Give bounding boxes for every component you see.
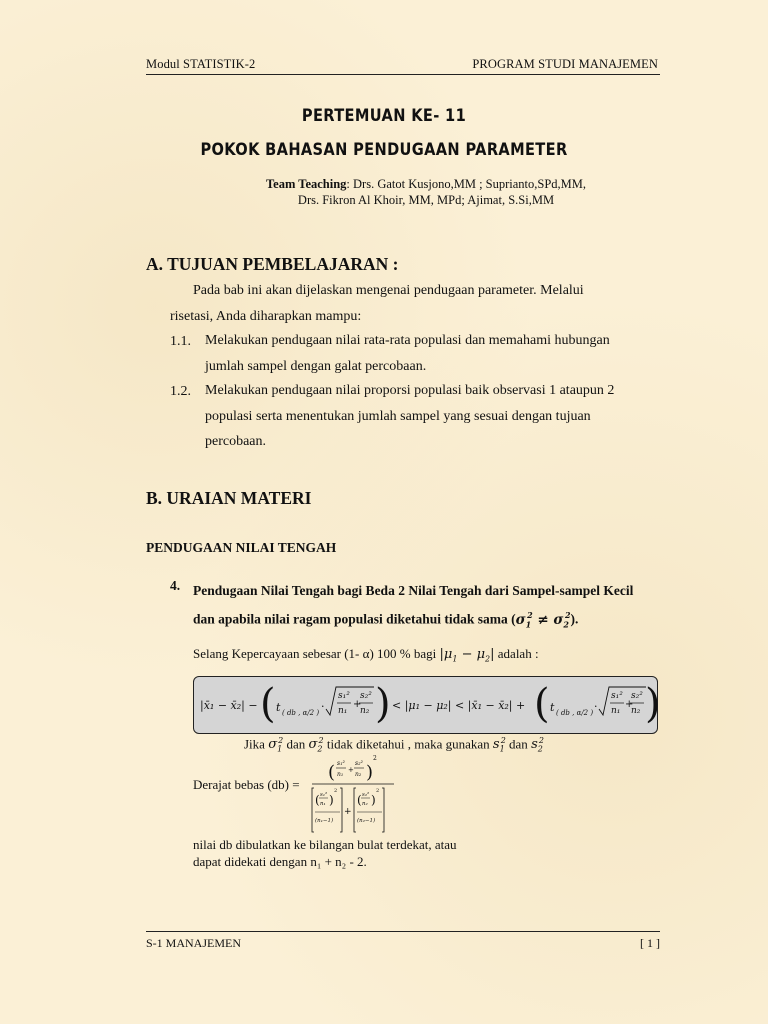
confidence-interval-formula-box xyxy=(193,676,661,734)
team-line1: : Drs. Gatot Kusjono,MM ; Suprianto,SPd,MM, xyxy=(346,177,587,191)
svg-text:2: 2 xyxy=(373,755,377,762)
svg-text:+: + xyxy=(348,766,354,774)
sigma2-squared: $\sigma_2^2$ xyxy=(308,736,324,754)
svg-text:): ) xyxy=(375,681,391,727)
svg-text:): ) xyxy=(371,793,376,807)
svg-text:n₁: n₁ xyxy=(338,706,348,716)
svg-text:2: 2 xyxy=(376,788,380,794)
db-formula xyxy=(310,752,400,836)
footer-rule xyxy=(146,931,660,932)
team-label: Team Teaching xyxy=(265,177,347,191)
confidence-suffix: adalah : xyxy=(497,646,539,661)
svg-text:s₁²: s₁² xyxy=(338,691,350,701)
section-a-heading: A. TUJUAN PEMBELAJARAN : xyxy=(146,254,399,274)
svg-text:( db , α/2 ): ( db , α/2 ) xyxy=(556,709,594,717)
svg-text:n₁: n₁ xyxy=(337,771,344,778)
svg-text:(: ( xyxy=(328,762,336,783)
item-2-line3: percobaan. xyxy=(205,434,267,449)
db-note-line2: dapat didekati dengan n₁ + n₂ - 2. xyxy=(193,854,367,869)
section-b-heading: B. URAIAN MATERI xyxy=(146,488,312,508)
mu-difference: $|\mu_1 - \mu_2|$ xyxy=(439,647,495,664)
item-1-text xyxy=(205,328,659,379)
svg-text:s₂²: s₂² xyxy=(631,691,643,701)
svg-text:s₁²: s₁² xyxy=(611,691,623,701)
db-note-line1: nilai db dibulatkan ke bilangan bulat terdekat, atau xyxy=(193,837,457,852)
svg-text:(n₁−1): (n₁−1) xyxy=(315,818,334,824)
footer-page-number: [ 1 ] xyxy=(640,936,660,950)
svg-text:s₂²: s₂² xyxy=(360,691,372,701)
svg-text:n₁: n₁ xyxy=(320,801,326,807)
svg-text:s₂²: s₂² xyxy=(362,792,370,798)
svg-text:·: · xyxy=(321,700,325,713)
point-4-text: Pendugaan Nilai Tengah bagi Beda 2 Nilai Tengah dari Sampel-sampel Kecil dan apabila nilai ragam populasi diketahui tidak sama $(\sigma_1^2 \ne \sigma_2^2)$. xyxy=(193,578,663,637)
svg-text:n₂: n₂ xyxy=(631,706,641,716)
footer-program: S-1 MANAJEMEN xyxy=(146,936,242,950)
team-teaching xyxy=(146,176,706,208)
svg-text:+: + xyxy=(344,807,352,817)
confidence-text xyxy=(193,646,663,664)
svg-text:(: ( xyxy=(315,793,320,807)
svg-text:+: + xyxy=(353,699,362,710)
svg-text:(n₂−1): (n₂−1) xyxy=(357,818,376,824)
section-a-intro-2: risetasi, Anda diharapkan mampu: xyxy=(170,309,362,324)
svg-text:s₂²: s₂² xyxy=(355,760,363,767)
header-program: PROGRAM STUDI MANAJEMEN xyxy=(472,57,658,71)
item-2-line1: Melakukan pendugaan nilai proporsi populasi baik observasi 1 ataupun 2 xyxy=(205,383,615,398)
svg-text:t: t xyxy=(276,701,281,714)
s1-squared: $s_1^2$ xyxy=(492,736,506,754)
svg-text:(: ( xyxy=(357,793,362,807)
jika-dan: dan xyxy=(286,736,306,752)
svg-text:n₂: n₂ xyxy=(362,801,368,807)
point-4-number: 4. xyxy=(170,578,181,593)
jika-dan-2: dan xyxy=(509,736,528,752)
svg-text:(: ( xyxy=(260,681,276,727)
svg-text:< |μ₁ − μ₂| < |x̄₁ − x̄₂| +: < |μ₁ − μ₂| < |x̄₁ − x̄₂| + xyxy=(392,699,526,712)
svg-text:|x̄₁ − x̄₂| −: |x̄₁ − x̄₂| − xyxy=(200,699,258,712)
header-rule xyxy=(146,74,660,75)
svg-text:): ) xyxy=(645,681,661,727)
item-1-number: 1.1. xyxy=(170,334,191,349)
confidence-interval-formula xyxy=(194,677,661,733)
svg-text:( db , α/2 ): ( db , α/2 ) xyxy=(282,709,320,717)
svg-text:n₂: n₂ xyxy=(355,771,362,778)
db-label: Derajat bebas (db) = xyxy=(193,777,300,792)
svg-text:·: · xyxy=(594,700,598,713)
svg-text:): ) xyxy=(329,793,334,807)
svg-text:s₁²: s₁² xyxy=(320,792,328,798)
item-2-number: 1.2. xyxy=(170,384,191,399)
section-b-subheading: PENDUGAAN NILAI TENGAH xyxy=(146,540,337,555)
point-4-line1: Pendugaan Nilai Tengah bagi Beda 2 Nilai Tengah dari Sampel-sampel Kecil xyxy=(193,583,634,598)
item-2-text xyxy=(205,378,659,455)
svg-text:): ) xyxy=(366,762,374,783)
sigma-condition: $\sigma_1^2 \ne \sigma_2^2$ xyxy=(515,610,571,630)
svg-text:(: ( xyxy=(534,681,550,727)
title-topic: POKOK BAHASAN PENDUGAAN PARAMETER xyxy=(200,140,568,160)
jika-mid: tidak diketahui , maka gunakan xyxy=(326,736,490,752)
item-1-line2: jumlah sampel dengan galat percobaan. xyxy=(205,358,427,374)
team-line2: Drs. Fikron Al Khoir, MM, MPd; Ajimat, S.Si,MM xyxy=(297,193,555,207)
title-meeting: PERTEMUAN KE- 11 xyxy=(301,106,467,126)
svg-text:s₁²: s₁² xyxy=(337,760,345,767)
svg-text:t: t xyxy=(550,701,555,714)
s2-squared: $s_2^2$ xyxy=(531,736,544,754)
point-4-line2: dan apabila nilai ragam populasi diketahui tidak sama ( xyxy=(193,611,516,627)
confidence-label: Selang Kepercayaan sebesar (1- α) 100 % bagi xyxy=(193,646,437,661)
db-note xyxy=(193,836,457,870)
jika-line xyxy=(244,736,664,754)
item-2-line2: populasi serta menentukan jumlah sampel yang sesuai dengan tujuan xyxy=(205,408,591,424)
svg-text:n₁: n₁ xyxy=(611,706,621,716)
jika-label: Jika xyxy=(244,736,265,752)
svg-text:+: + xyxy=(625,699,634,710)
svg-text:2: 2 xyxy=(334,788,338,794)
section-a-intro-1: Pada bab ini akan dijelaskan mengenai pendugaan parameter. Melalui xyxy=(193,283,584,298)
item-1-line1: Melakukan pendugaan nilai rata-rata populasi dan memahami hubungan xyxy=(205,333,610,348)
sigma1-squared: $\sigma_1^2$ xyxy=(268,736,284,754)
header-module: Modul STATISTIK-2 xyxy=(146,57,256,71)
svg-text:n₂: n₂ xyxy=(360,706,370,716)
